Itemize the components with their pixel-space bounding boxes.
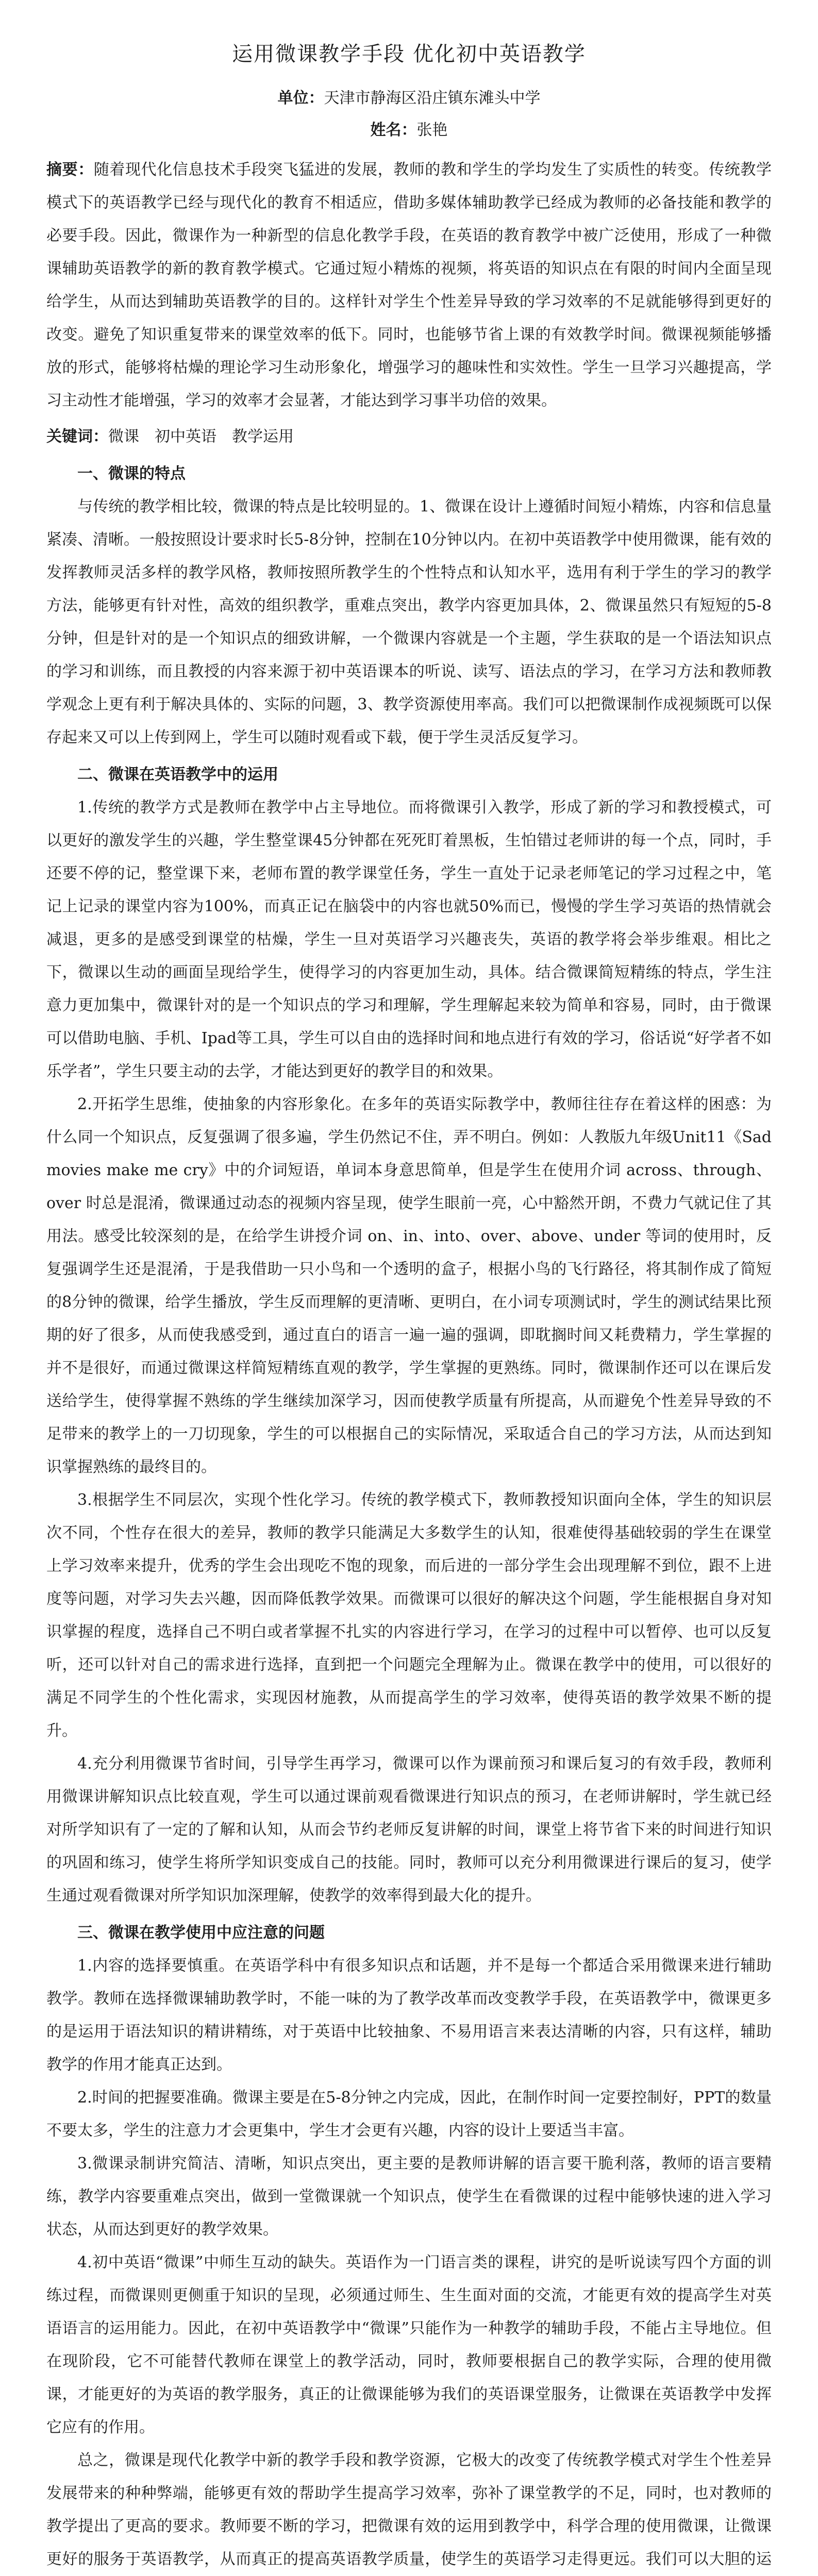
paragraph: 2.开拓学生思维，使抽象的内容形象化。在多年的英语实际教学中，教师往往存在着这样的困惑：为什么同一个知识点，反复强调了很多遍，学生仍然记不住，弄不明白。例如：人教版九年级Unit11《Sad movies make me cry》中的介词短语，单词本身意思简单，但是学生在使用介词 across、through、over 时总是混淆，微课通过动态的视频内容呈现，使学生眼前一亮，心中豁然开朗，不费力气就记住了其用法。感受比较深刻的是，在给学生讲授介词 on、in、into、over、above、under 等词的使用时，反复强调学生还是混淆，于是我借助一只小鸟和一个透明的盒子，根据小鸟的飞行路径，将其制作成了简短的8分钟的微课，给学生播放，学生反而理解的更清晰、更明白，在小词专项测试时，学生的测试结果比预期的好了很多，从而使我感受到，通过直白的语言一遍一遍的强调，即耽搁时间又耗费精力，学生掌握的并不是很好，而通过微课这样简短精练直观的教学，学生掌握的更熟练。同时，微课制作还可以在课后发送给学生，使得掌握不熟练的学生继续加深学习，因而使教学质量有所提高，从而避免个性差异导致的不足带来的教学上的一刀切现象，学生的可以根据自己的实际情况，采取适合自己的学习方法，从而达到知识掌握熟练的最终目的。 (46, 1095, 772, 1476)
section-heading: 一、微课的特点 (77, 465, 186, 483)
author-unit: 天津市静海区沿庄镇东滩头中学 (324, 89, 541, 107)
section-1 (46, 457, 772, 754)
author-unit-line (46, 82, 772, 114)
paragraph: 1.内容的选择要慎重。在英语学科中有很多知识点和话题，并不是每一个都适合采用微课来进行辅助教学。教师在选择微课辅助教学时，不能一味的为了教学改革而改变教学手段，在英语教学中，微课更多的是运用于语法知识的精讲精练，对于英语中比较抽象、不易用语言来表达清晰的内容，只有这样，辅助教学的作用才能真正达到。 (46, 1957, 772, 2074)
paragraph: 4.充分利用微课节省时间，引导学生再学习，微课可以作为课前预习和课后复习的有效手段，教师利用微课讲解知识点比较直观，学生可以通过课前观看微课进行知识点的预习，在老师讲解时，学生就已经对所学知识有了一定的了解和认知，从而会节约老师反复讲解的时间，课堂上将节省下来的时间进行知识的巩固和练习，使学生将所学知识变成自己的技能。同时，教师可以充分利用微课进行课后的复习，使学生通过观看微课对所学知识加深理解，使教学的效率得到最大化的提升。 (46, 1755, 772, 1905)
paragraph: 2.时间的把握要准确。微课主要是在5-8分钟之内完成，因此，在制作时间一定要控制好，PPT的数量不要太多，学生的注意力才会更集中，学生才会更有兴趣，内容的设计上要适当丰富。 (46, 2089, 772, 2140)
keywords-text: 微课 初中英语 教学运用 (108, 428, 294, 446)
name-label: 姓名： (370, 121, 417, 139)
paragraph: 总之，微课是现代化教学中新的教学手段和教学资源，它极大的改变了传统教学模式对学生个性差异发展带来的种种弊端，能够更有效的帮助学生提高学习效率，弥补了课堂教学的不足，同时，也对教师的教学提出了更高的要求。教师要不断的学习，把微课有效的运用到教学中，科学合理的使用微课，让微课更好的服务于英语教学，从而真正的提高英语教学质量，使学生的英语学习走得更远。我们可以大胆的运 (46, 2451, 772, 2568)
paragraph: 与传统的教学相比较，微课的特点是比较明显的。1、微课在设计上遵循时间短小精炼，内容和信息量紧凑、清晰。一般按照设计要求时长5-8分钟，控制在10分钟以内。在初中英语教学中使用微课，能有效的发挥教师灵活多样的教学风格，教师按照所教学生的个性特点和认知水平，选用有利于学生的学习的教学方法，能够更有针对性，高效的组织教学，重难点突出，教学内容更加具体，2、微课虽然只有短短的5-8分钟，但是针对的是一个知识点的细致讲解，一个微课内容就是一个主题，学生获取的是一个语法知识点的学习和训练，而且教授的内容来源于初中英语课本的听说、读写、语法点的学习，在学习方法和教师教学观念上更有利于解决具体的、实际的问题，3、教学资源使用率高。我们可以把微课制作成视频既可以保存起来又可以上传到网上，学生可以随时观看或下载，便于学生灵活反复学习。 (46, 498, 772, 747)
paragraph: 4.初中英语“微课”中师生互动的缺失。英语作为一门语言类的课程，讲究的是听说读写四个方面的训练过程，而微课则更侧重于知识的呈现，必须通过师生、生生面对面的交流，才能更有效的提高学生对英语语言的运用能力。因此，在初中英语教学中“微课”只能作为一种教学的辅助手段，不能占主导地位。但在现阶段，它不可能替代教师在课堂上的教学活动，同时，教师要根据自己的教学实际，合理的使用微课，才能更好的为英语的教学服务，真正的让微课能够为我们的英语课堂服务，让微课在英语教学中发挥它应有的作用。 (46, 2253, 772, 2436)
abstract-text: 随着现代化信息技术手段突飞猛进的发展，教师的教和学生的学均发生了实质性的转变。传统教学模式下的英语教学已经与现代化的教育不相适应，借助多媒体辅助教学已经成为教师的必备技能和教学的必要手段。因此，微课作为一种新型的信息化教学手段，在英语的教育教学中被广泛使用，形成了一种微课辅助英语教学的新的教育教学模式。它通过短小精炼的视频，将英语的知识点在有限的时间内全面呈现给学生，从而达到辅助英语教学的目的。这样针对学生个性差异导致的学习效率的不足就能够得到更好的改变。避免了知识重复带来的课堂效率的低下。同时，也能够节省上课的有效教学时间。微课视频能够播放的形式，能够将枯燥的理论学习生动形象化，增强学习的趣味性和实效性。学生一旦学习兴趣提高，学习主动性才能增强，学习的效率才会显著，才能达到学习事半功倍的效果。 (46, 161, 772, 410)
section-3 (46, 1917, 772, 2576)
author-name: 张艳 (416, 121, 448, 139)
section-2 (46, 758, 772, 1912)
section-heading: 三、微课在教学使用中应注意的问题 (77, 1924, 325, 1942)
keywords (46, 420, 772, 453)
paper-title: 运用微课教学手段 优化初中英语教学 (232, 42, 586, 66)
abstract-label: 摘要： (46, 161, 94, 179)
abstract (46, 154, 772, 417)
section-heading: 二、微课在英语教学中的运用 (77, 766, 278, 784)
unit-label: 单位： (277, 89, 324, 107)
paragraph: 3.根据学生不同层次，实现个性化学习。传统的教学模式下，教师教授知识面向全体，学生的知识层次不同，个性存在很大的差异，教师的教学只能满足大多数学生的认知，很难使得基础较弱的学生在课堂上学习效率来提升，优秀的学生会出现吃不饱的现象，而后进的一部分学生会出现理解不到位，跟不上进度等问题，对学习失去兴趣，因而降低教学效果。而微课可以很好的解决这个问题，学生能根据自身对知识掌握的程度，选择自己不明白或者掌握不扎实的内容进行学习，在学习的过程中可以暂停、也可以反复听，还可以针对自己的需求进行选择，直到把一个问题完全理解为止。微课在教学中的使用，可以很好的满足不同学生的个性化需求，实现因材施教，从而提高学生的学习效率，使得英语的教学效果不断的提升。 (46, 1491, 772, 1740)
keywords-label: 关键词： (46, 428, 108, 446)
author-name-line (46, 114, 772, 146)
paragraph: 1.传统的教学方式是教师在教学中占主导地位。而将微课引入教学，形成了新的学习和教授模式，可以更好的激发学生的兴趣，学生整堂课45分钟都在死死盯着黑板，生怕错过老师讲的每一个点，同时，手还要不停的记，整堂课下来，老师布置的教学课堂任务，学生一直处于记录老师笔记的学习过程之中，笔记上记录的课堂内容为100%，而真正记在脑袋中的内容也就50%而已，慢慢的学生学习英语的热情就会减退，更多的是感受到课堂的枯燥，学生一旦对英语学习兴趣丧失，英语的教学将会举步维艰。相比之下，微课以生动的画面呈现给学生，使得学习的内容更加生动，具体。结合微课简短精练的特点，学生注意力更加集中，微课针对的是一个知识点的学习和理解，学生理解起来较为简单和容易，同时，由于微课可以借助电脑、手机、Ipad等工具，学生可以自由的选择时间和地点进行有效的学习，俗话说“好学者不如乐学者”，学生只要主动的去学，才能达到更好的教学目的和效果。 (46, 799, 772, 1080)
paragraph: 3.微课录制讲究简洁、清晰，知识点突出，更主要的是教师讲解的语言要干脆利落，教师的语言要精练，教学内容要重难点突出，做到一堂微课就一个知识点，使学生在看微课的过程中能够快速的进入学习状态，从而达到更好的教学效果。 (46, 2155, 772, 2239)
